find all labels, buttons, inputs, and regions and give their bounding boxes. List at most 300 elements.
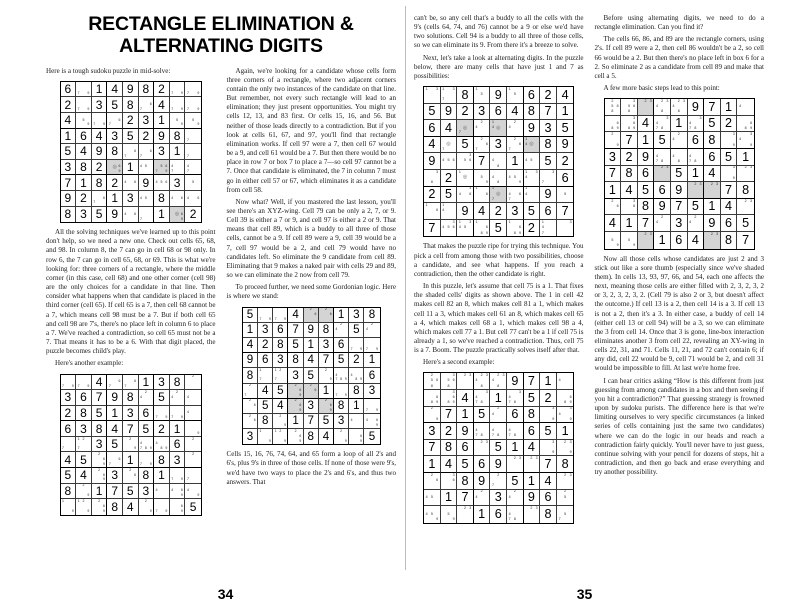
sudoku-cell[interactable]	[61, 406, 77, 422]
sudoku-cell[interactable]	[654, 149, 671, 166]
sudoku-cell[interactable]	[441, 120, 458, 137]
sudoku-cell[interactable]	[107, 191, 123, 207]
sudoku-cell[interactable]	[154, 97, 170, 113]
sudoku-cell[interactable]	[139, 207, 155, 223]
sudoku-cell[interactable]	[154, 375, 170, 391]
sudoku-cell[interactable]	[490, 137, 507, 154]
sudoku-cell[interactable]	[524, 423, 541, 440]
sudoku-cell[interactable]	[364, 384, 379, 399]
sudoku-cell[interactable]	[258, 323, 273, 338]
sudoku-cell[interactable]	[638, 116, 655, 133]
sudoku-cell[interactable]	[364, 308, 379, 323]
sudoku-cell[interactable]	[185, 499, 201, 515]
sudoku-cell[interactable]	[557, 187, 574, 204]
sudoku-cell[interactable]	[540, 490, 557, 507]
sudoku-cell[interactable]	[92, 390, 108, 406]
sudoku-cell[interactable]	[474, 407, 491, 424]
sudoku-cell[interactable]	[605, 116, 622, 133]
sudoku-cell[interactable]	[154, 452, 170, 468]
sudoku-cell[interactable]	[457, 104, 474, 121]
sudoku-cell[interactable]	[441, 506, 458, 523]
sudoku-cell[interactable]	[474, 220, 491, 237]
sudoku-cell[interactable]	[704, 232, 721, 249]
sudoku-cell[interactable]	[457, 506, 474, 523]
sudoku-cell[interactable]	[540, 407, 557, 424]
sudoku-cell[interactable]	[185, 406, 201, 422]
sudoku-cell[interactable]	[474, 137, 491, 154]
sudoku-cell[interactable]	[524, 407, 541, 424]
sudoku-cell[interactable]	[107, 499, 123, 515]
sudoku-cell[interactable]	[457, 120, 474, 137]
sudoku-cell[interactable]	[424, 390, 441, 407]
sudoku-cell[interactable]	[507, 390, 524, 407]
sudoku-cell[interactable]	[61, 207, 77, 223]
sudoku-cell[interactable]	[474, 506, 491, 523]
sudoku-cell[interactable]	[424, 506, 441, 523]
sudoku-cell[interactable]	[61, 499, 77, 515]
sudoku-cell[interactable]	[540, 170, 557, 187]
sudoku-cell[interactable]	[92, 375, 108, 391]
sudoku-cell[interactable]	[557, 423, 574, 440]
sudoku-cell[interactable]	[170, 207, 186, 223]
sudoku-cell[interactable]	[540, 203, 557, 220]
sudoku-cell[interactable]	[474, 456, 491, 473]
sudoku-cell[interactable]	[490, 390, 507, 407]
sudoku-cell[interactable]	[319, 323, 334, 338]
sudoku-cell[interactable]	[92, 468, 108, 484]
sudoku-cell[interactable]	[92, 129, 108, 145]
sudoku-cell[interactable]	[557, 203, 574, 220]
sudoku-cell[interactable]	[507, 373, 524, 390]
sudoku-cell[interactable]	[154, 499, 170, 515]
sudoku-cell[interactable]	[123, 452, 139, 468]
sudoku-cell[interactable]	[457, 390, 474, 407]
sudoku-cell[interactable]	[107, 97, 123, 113]
sudoku-cell[interactable]	[123, 191, 139, 207]
sudoku-cell[interactable]	[170, 160, 186, 176]
sudoku-cell[interactable]	[540, 104, 557, 121]
sudoku-cell[interactable]	[638, 182, 655, 199]
sudoku-cell[interactable]	[185, 160, 201, 176]
sudoku-cell[interactable]	[737, 215, 754, 232]
sudoku-cell[interactable]	[457, 407, 474, 424]
sudoku-cell[interactable]	[474, 87, 491, 104]
sudoku-cell[interactable]	[507, 423, 524, 440]
sudoku-cell[interactable]	[364, 353, 379, 368]
sudoku-cell[interactable]	[123, 437, 139, 453]
sudoku-cell[interactable]	[304, 429, 319, 444]
sudoku-cell[interactable]	[424, 203, 441, 220]
sudoku-cell[interactable]	[61, 144, 77, 160]
sudoku-cell[interactable]	[704, 132, 721, 149]
sudoku-cell[interactable]	[288, 399, 303, 414]
sudoku-cell[interactable]	[721, 149, 738, 166]
sudoku-cell[interactable]	[258, 429, 273, 444]
sudoku-cell[interactable]	[737, 232, 754, 249]
sudoku-cell[interactable]	[288, 429, 303, 444]
sudoku-cell[interactable]	[540, 373, 557, 390]
sudoku-cell[interactable]	[185, 452, 201, 468]
sudoku-cell[interactable]	[474, 423, 491, 440]
sudoku-cell[interactable]	[540, 423, 557, 440]
sudoku-cell[interactable]	[139, 160, 155, 176]
sudoku-cell[interactable]	[273, 368, 288, 383]
sudoku-cell[interactable]	[424, 423, 441, 440]
sudoku-cell[interactable]	[107, 160, 123, 176]
sudoku-cell[interactable]	[654, 232, 671, 249]
sudoku-cell[interactable]	[424, 153, 441, 170]
sudoku-cell[interactable]	[170, 390, 186, 406]
sudoku-cell[interactable]	[424, 490, 441, 507]
sudoku-cell[interactable]	[107, 484, 123, 500]
sudoku-cell[interactable]	[139, 113, 155, 129]
sudoku-cell[interactable]	[364, 368, 379, 383]
sudoku-cell[interactable]	[92, 97, 108, 113]
sudoku-cell[interactable]	[424, 120, 441, 137]
sudoku-cell[interactable]	[557, 170, 574, 187]
sudoku-cell[interactable]	[540, 473, 557, 490]
sudoku-cell[interactable]	[704, 199, 721, 216]
sudoku-cell[interactable]	[92, 144, 108, 160]
sudoku-cell[interactable]	[474, 440, 491, 457]
sudoku-cell[interactable]	[92, 175, 108, 191]
sudoku-cell[interactable]	[605, 99, 622, 116]
sudoku-cell[interactable]	[243, 308, 258, 323]
sudoku-cell[interactable]	[154, 421, 170, 437]
sudoku-cell[interactable]	[424, 456, 441, 473]
sudoku-cell[interactable]	[92, 191, 108, 207]
sudoku-grid-6[interactable]	[604, 98, 755, 249]
sudoku-cell[interactable]	[139, 97, 155, 113]
sudoku-cell[interactable]	[557, 153, 574, 170]
sudoku-cell[interactable]	[76, 421, 92, 437]
sudoku-cell[interactable]	[424, 407, 441, 424]
sudoku-cell[interactable]	[139, 375, 155, 391]
sudoku-cell[interactable]	[638, 199, 655, 216]
sudoku-cell[interactable]	[688, 99, 705, 116]
sudoku-cell[interactable]	[76, 82, 92, 98]
sudoku-cell[interactable]	[61, 113, 77, 129]
sudoku-cell[interactable]	[319, 308, 334, 323]
sudoku-cell[interactable]	[319, 429, 334, 444]
sudoku-cell[interactable]	[76, 144, 92, 160]
sudoku-cell[interactable]	[524, 120, 541, 137]
sudoku-cell[interactable]	[185, 129, 201, 145]
sudoku-cell[interactable]	[474, 373, 491, 390]
sudoku-cell[interactable]	[76, 129, 92, 145]
sudoku-cell[interactable]	[107, 144, 123, 160]
sudoku-cell[interactable]	[288, 308, 303, 323]
sudoku-cell[interactable]	[107, 452, 123, 468]
sudoku-cell[interactable]	[671, 116, 688, 133]
sudoku-cell[interactable]	[334, 368, 349, 383]
sudoku-cell[interactable]	[334, 414, 349, 429]
sudoku-cell[interactable]	[524, 137, 541, 154]
sudoku-cell[interactable]	[185, 375, 201, 391]
sudoku-cell[interactable]	[441, 423, 458, 440]
sudoku-cell[interactable]	[605, 232, 622, 249]
sudoku-cell[interactable]	[243, 399, 258, 414]
sudoku-cell[interactable]	[185, 468, 201, 484]
sudoku-cell[interactable]	[490, 407, 507, 424]
sudoku-cell[interactable]	[61, 175, 77, 191]
sudoku-cell[interactable]	[507, 137, 524, 154]
sudoku-cell[interactable]	[288, 338, 303, 353]
sudoku-cell[interactable]	[170, 97, 186, 113]
sudoku-cell[interactable]	[524, 187, 541, 204]
sudoku-cell[interactable]	[424, 87, 441, 104]
sudoku-cell[interactable]	[92, 113, 108, 129]
sudoku-cell[interactable]	[61, 484, 77, 500]
sudoku-cell[interactable]	[671, 182, 688, 199]
sudoku-cell[interactable]	[273, 399, 288, 414]
sudoku-cell[interactable]	[61, 375, 77, 391]
sudoku-cell[interactable]	[334, 323, 349, 338]
sudoku-cell[interactable]	[490, 473, 507, 490]
sudoku-cell[interactable]	[721, 132, 738, 149]
sudoku-cell[interactable]	[524, 506, 541, 523]
sudoku-cell[interactable]	[139, 421, 155, 437]
sudoku-cell[interactable]	[507, 203, 524, 220]
sudoku-cell[interactable]	[671, 215, 688, 232]
sudoku-cell[interactable]	[490, 187, 507, 204]
sudoku-cell[interactable]	[319, 384, 334, 399]
sudoku-cell[interactable]	[76, 207, 92, 223]
sudoku-cell[interactable]	[507, 104, 524, 121]
sudoku-cell[interactable]	[721, 166, 738, 183]
sudoku-cell[interactable]	[170, 406, 186, 422]
sudoku-cell[interactable]	[185, 207, 201, 223]
sudoku-cell[interactable]	[154, 207, 170, 223]
sudoku-cell[interactable]	[638, 232, 655, 249]
sudoku-cell[interactable]	[457, 423, 474, 440]
sudoku-cell[interactable]	[654, 182, 671, 199]
sudoku-cell[interactable]	[319, 353, 334, 368]
sudoku-cell[interactable]	[304, 338, 319, 353]
sudoku-cell[interactable]	[474, 104, 491, 121]
sudoku-cell[interactable]	[557, 104, 574, 121]
sudoku-cell[interactable]	[441, 104, 458, 121]
sudoku-cell[interactable]	[441, 137, 458, 154]
sudoku-cell[interactable]	[123, 175, 139, 191]
sudoku-cell[interactable]	[605, 182, 622, 199]
sudoku-cell[interactable]	[721, 199, 738, 216]
sudoku-cell[interactable]	[688, 166, 705, 183]
sudoku-cell[interactable]	[154, 144, 170, 160]
sudoku-cell[interactable]	[654, 116, 671, 133]
sudoku-cell[interactable]	[721, 232, 738, 249]
sudoku-cell[interactable]	[139, 175, 155, 191]
sudoku-cell[interactable]	[424, 473, 441, 490]
sudoku-cell[interactable]	[474, 187, 491, 204]
sudoku-cell[interactable]	[524, 473, 541, 490]
sudoku-cell[interactable]	[621, 182, 638, 199]
sudoku-cell[interactable]	[107, 375, 123, 391]
sudoku-cell[interactable]	[364, 414, 379, 429]
sudoku-cell[interactable]	[490, 87, 507, 104]
sudoku-cell[interactable]	[170, 175, 186, 191]
sudoku-cell[interactable]	[349, 384, 364, 399]
sudoku-cell[interactable]	[540, 506, 557, 523]
sudoku-cell[interactable]	[154, 468, 170, 484]
sudoku-cell[interactable]	[123, 97, 139, 113]
sudoku-cell[interactable]	[334, 308, 349, 323]
sudoku-cell[interactable]	[170, 484, 186, 500]
sudoku-cell[interactable]	[107, 129, 123, 145]
sudoku-cell[interactable]	[540, 137, 557, 154]
sudoku-cell[interactable]	[557, 473, 574, 490]
sudoku-cell[interactable]	[671, 199, 688, 216]
sudoku-cell[interactable]	[737, 132, 754, 149]
sudoku-cell[interactable]	[92, 82, 108, 98]
sudoku-cell[interactable]	[441, 203, 458, 220]
sudoku-cell[interactable]	[474, 473, 491, 490]
sudoku-grid-4[interactable]	[423, 86, 574, 237]
sudoku-cell[interactable]	[185, 97, 201, 113]
sudoku-cell[interactable]	[107, 207, 123, 223]
sudoku-cell[interactable]	[688, 149, 705, 166]
sudoku-cell[interactable]	[507, 87, 524, 104]
sudoku-cell[interactable]	[524, 390, 541, 407]
sudoku-cell[interactable]	[507, 440, 524, 457]
sudoku-cell[interactable]	[441, 170, 458, 187]
sudoku-cell[interactable]	[61, 97, 77, 113]
sudoku-grid-3[interactable]	[242, 307, 381, 446]
sudoku-cell[interactable]	[474, 120, 491, 137]
sudoku-cell[interactable]	[243, 338, 258, 353]
sudoku-cell[interactable]	[441, 220, 458, 237]
sudoku-cell[interactable]	[524, 456, 541, 473]
sudoku-cell[interactable]	[76, 375, 92, 391]
sudoku-cell[interactable]	[170, 421, 186, 437]
sudoku-cell[interactable]	[76, 113, 92, 129]
sudoku-cell[interactable]	[170, 144, 186, 160]
sudoku-cell[interactable]	[737, 116, 754, 133]
sudoku-cell[interactable]	[139, 452, 155, 468]
sudoku-cell[interactable]	[671, 232, 688, 249]
sudoku-cell[interactable]	[540, 87, 557, 104]
sudoku-cell[interactable]	[605, 215, 622, 232]
sudoku-cell[interactable]	[671, 132, 688, 149]
sudoku-cell[interactable]	[304, 308, 319, 323]
sudoku-cell[interactable]	[170, 129, 186, 145]
sudoku-cell[interactable]	[457, 187, 474, 204]
sudoku-cell[interactable]	[557, 137, 574, 154]
sudoku-cell[interactable]	[457, 490, 474, 507]
sudoku-cell[interactable]	[319, 414, 334, 429]
sudoku-cell[interactable]	[621, 149, 638, 166]
sudoku-grid-1[interactable]	[60, 81, 202, 223]
sudoku-cell[interactable]	[139, 82, 155, 98]
sudoku-cell[interactable]	[557, 506, 574, 523]
sudoku-cell[interactable]	[304, 384, 319, 399]
sudoku-cell[interactable]	[258, 353, 273, 368]
sudoku-cell[interactable]	[540, 220, 557, 237]
sudoku-cell[interactable]	[557, 120, 574, 137]
sudoku-cell[interactable]	[107, 113, 123, 129]
sudoku-cell[interactable]	[474, 390, 491, 407]
sudoku-cell[interactable]	[688, 132, 705, 149]
sudoku-cell[interactable]	[490, 170, 507, 187]
sudoku-cell[interactable]	[170, 191, 186, 207]
sudoku-cell[interactable]	[540, 187, 557, 204]
sudoku-cell[interactable]	[319, 368, 334, 383]
sudoku-cell[interactable]	[621, 99, 638, 116]
sudoku-cell[interactable]	[721, 99, 738, 116]
sudoku-cell[interactable]	[654, 99, 671, 116]
sudoku-cell[interactable]	[349, 368, 364, 383]
sudoku-cell[interactable]	[288, 368, 303, 383]
sudoku-cell[interactable]	[107, 421, 123, 437]
sudoku-cell[interactable]	[139, 499, 155, 515]
sudoku-cell[interactable]	[457, 170, 474, 187]
sudoku-cell[interactable]	[441, 187, 458, 204]
sudoku-cell[interactable]	[621, 232, 638, 249]
sudoku-cell[interactable]	[273, 414, 288, 429]
sudoku-cell[interactable]	[490, 506, 507, 523]
sudoku-cell[interactable]	[490, 490, 507, 507]
sudoku-cell[interactable]	[243, 323, 258, 338]
sudoku-cell[interactable]	[349, 429, 364, 444]
sudoku-cell[interactable]	[638, 99, 655, 116]
sudoku-cell[interactable]	[107, 406, 123, 422]
sudoku-cell[interactable]	[139, 129, 155, 145]
sudoku-cell[interactable]	[557, 373, 574, 390]
sudoku-cell[interactable]	[334, 353, 349, 368]
sudoku-cell[interactable]	[457, 220, 474, 237]
sudoku-cell[interactable]	[61, 468, 77, 484]
sudoku-cell[interactable]	[61, 421, 77, 437]
sudoku-cell[interactable]	[557, 440, 574, 457]
sudoku-cell[interactable]	[185, 113, 201, 129]
sudoku-cell[interactable]	[424, 187, 441, 204]
sudoku-cell[interactable]	[721, 215, 738, 232]
sudoku-cell[interactable]	[170, 113, 186, 129]
sudoku-cell[interactable]	[524, 440, 541, 457]
sudoku-cell[interactable]	[76, 160, 92, 176]
sudoku-cell[interactable]	[507, 490, 524, 507]
sudoku-cell[interactable]	[638, 132, 655, 149]
sudoku-cell[interactable]	[61, 191, 77, 207]
sudoku-cell[interactable]	[123, 406, 139, 422]
sudoku-cell[interactable]	[243, 429, 258, 444]
sudoku-cell[interactable]	[605, 166, 622, 183]
sudoku-cell[interactable]	[170, 499, 186, 515]
sudoku-cell[interactable]	[304, 353, 319, 368]
sudoku-grid-2[interactable]	[60, 374, 202, 516]
sudoku-cell[interactable]	[557, 490, 574, 507]
sudoku-cell[interactable]	[61, 160, 77, 176]
sudoku-cell[interactable]	[671, 149, 688, 166]
sudoku-cell[interactable]	[185, 390, 201, 406]
sudoku-cell[interactable]	[654, 199, 671, 216]
sudoku-cell[interactable]	[288, 414, 303, 429]
sudoku-cell[interactable]	[319, 338, 334, 353]
sudoku-cell[interactable]	[441, 153, 458, 170]
sudoku-cell[interactable]	[92, 421, 108, 437]
sudoku-cell[interactable]	[457, 153, 474, 170]
sudoku-cell[interactable]	[474, 153, 491, 170]
sudoku-cell[interactable]	[721, 116, 738, 133]
sudoku-cell[interactable]	[76, 468, 92, 484]
sudoku-cell[interactable]	[457, 137, 474, 154]
sudoku-cell[interactable]	[654, 215, 671, 232]
sudoku-cell[interactable]	[76, 175, 92, 191]
sudoku-cell[interactable]	[349, 353, 364, 368]
sudoku-cell[interactable]	[92, 452, 108, 468]
sudoku-cell[interactable]	[258, 384, 273, 399]
sudoku-cell[interactable]	[154, 406, 170, 422]
